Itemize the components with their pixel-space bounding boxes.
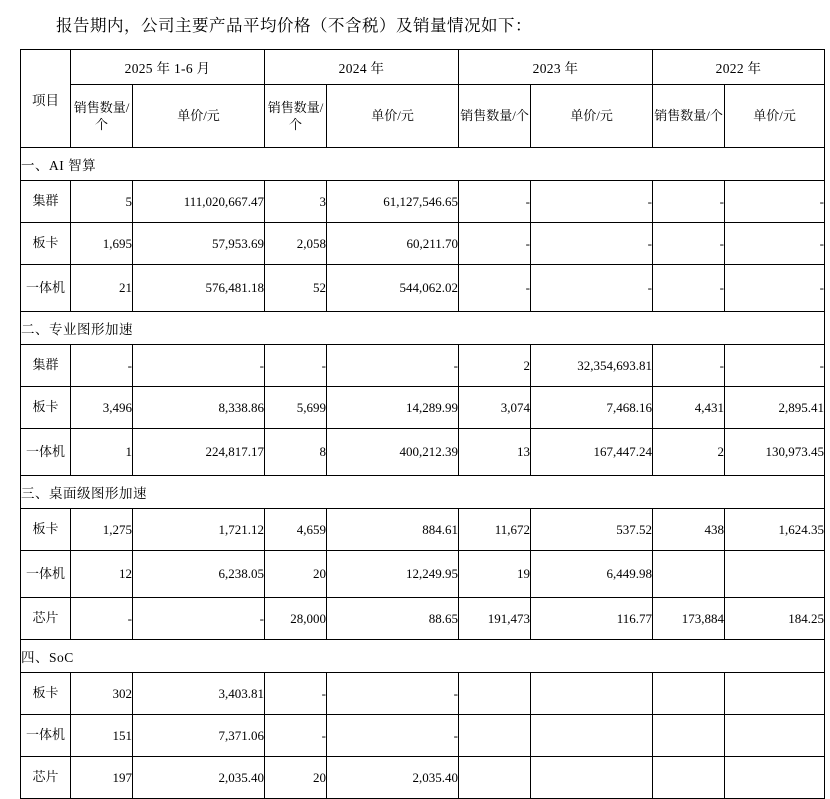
cell-value: 5,699 [265, 387, 327, 429]
table-row [21, 598, 825, 640]
cell-value: - [531, 223, 653, 265]
table-row [21, 757, 825, 799]
cell-value [459, 715, 531, 757]
cell-value: 184.25 [725, 598, 825, 640]
cell-value: 13 [459, 429, 531, 476]
cell-value: 57,953.69 [133, 223, 265, 265]
cell-value: 8 [265, 429, 327, 476]
table-row [21, 509, 825, 551]
cell-value: 4,431 [653, 387, 725, 429]
header-qty-3: 销售数量/个 [653, 85, 725, 148]
cell-value: 3,496 [71, 387, 133, 429]
row-label: 板卡 [21, 673, 71, 715]
intro-paragraph: 报告期内，公司主要产品平均价格（不含税）及销量情况如下： [56, 16, 532, 35]
cell-value [653, 757, 725, 799]
cell-value: 544,062.02 [327, 265, 459, 312]
cell-value: - [725, 223, 825, 265]
row-label: 板卡 [21, 223, 71, 265]
cell-value: 3 [265, 181, 327, 223]
header-price-3: 单价/元 [725, 85, 825, 148]
table-row [21, 429, 825, 476]
cell-value: 7,371.06 [133, 715, 265, 757]
cell-value: 8,338.86 [133, 387, 265, 429]
cell-value: 130,973.45 [725, 429, 825, 476]
cell-value: - [459, 181, 531, 223]
cell-value: 88.65 [327, 598, 459, 640]
cell-value: 191,473 [459, 598, 531, 640]
cell-value [725, 551, 825, 598]
table-row [21, 715, 825, 757]
header-qty-1: 销售数量/个 [265, 85, 327, 148]
cell-value [725, 715, 825, 757]
cell-value: - [133, 598, 265, 640]
cell-value: 1,721.12 [133, 509, 265, 551]
row-label: 芯片 [21, 598, 71, 640]
section-header-row [21, 312, 825, 345]
table-row [21, 345, 825, 387]
cell-value: 400,212.39 [327, 429, 459, 476]
table-row [21, 265, 825, 312]
cell-value: 2,035.40 [133, 757, 265, 799]
cell-value: 167,447.24 [531, 429, 653, 476]
section-title: 四、SoC [21, 640, 825, 673]
header-period-1: 2024 年 [265, 50, 459, 85]
cell-value: 14,289.99 [327, 387, 459, 429]
product-price-sales-table [20, 49, 825, 799]
table-row [21, 387, 825, 429]
cell-value: 19 [459, 551, 531, 598]
row-label: 集群 [21, 345, 71, 387]
cell-value: 20 [265, 757, 327, 799]
header-price-1: 单价/元 [327, 85, 459, 148]
cell-value: 111,020,667.47 [133, 181, 265, 223]
row-label: 一体机 [21, 429, 71, 476]
header-row-years [21, 50, 825, 85]
cell-value: - [71, 598, 133, 640]
cell-value: - [531, 181, 653, 223]
cell-value: 438 [653, 509, 725, 551]
cell-value: 7,468.16 [531, 387, 653, 429]
cell-value: 576,481.18 [133, 265, 265, 312]
cell-value: 2,058 [265, 223, 327, 265]
cell-value: 5 [71, 181, 133, 223]
cell-value: - [327, 345, 459, 387]
header-qty-0: 销售数量/个 [71, 85, 133, 148]
row-label: 一体机 [21, 265, 71, 312]
cell-value [531, 757, 653, 799]
cell-value: 52 [265, 265, 327, 312]
cell-value: 2,035.40 [327, 757, 459, 799]
cell-value: 302 [71, 673, 133, 715]
cell-value: 884.61 [327, 509, 459, 551]
cell-value: 12 [71, 551, 133, 598]
row-label: 芯片 [21, 757, 71, 799]
header-period-0: 2025 年 1-6 月 [71, 50, 265, 85]
cell-value: 12,249.95 [327, 551, 459, 598]
cell-value [653, 673, 725, 715]
cell-value [459, 673, 531, 715]
cell-value: - [653, 181, 725, 223]
row-label: 一体机 [21, 551, 71, 598]
cell-value: 11,672 [459, 509, 531, 551]
cell-value: - [265, 715, 327, 757]
cell-value: 116.77 [531, 598, 653, 640]
cell-value [653, 551, 725, 598]
cell-value [653, 715, 725, 757]
cell-value: 20 [265, 551, 327, 598]
cell-value: - [725, 181, 825, 223]
cell-value [725, 757, 825, 799]
cell-value: 2,895.41 [725, 387, 825, 429]
cell-value: - [459, 223, 531, 265]
row-label: 板卡 [21, 387, 71, 429]
header-item: 项目 [21, 50, 71, 148]
cell-value: - [653, 265, 725, 312]
cell-value: - [71, 345, 133, 387]
cell-value [459, 757, 531, 799]
cell-value: 1,624.35 [725, 509, 825, 551]
cell-value: - [653, 223, 725, 265]
cell-value: 197 [71, 757, 133, 799]
table-body [21, 50, 825, 799]
cell-value [725, 673, 825, 715]
cell-value: 6,238.05 [133, 551, 265, 598]
cell-value: - [133, 345, 265, 387]
cell-value: - [327, 715, 459, 757]
row-label: 集群 [21, 181, 71, 223]
cell-value: 32,354,693.81 [531, 345, 653, 387]
cell-value: 173,884 [653, 598, 725, 640]
cell-value: 3,074 [459, 387, 531, 429]
cell-value: 2 [653, 429, 725, 476]
table-row [21, 223, 825, 265]
row-label: 一体机 [21, 715, 71, 757]
table-row [21, 673, 825, 715]
cell-value: 28,000 [265, 598, 327, 640]
cell-value: 21 [71, 265, 133, 312]
cell-value: 61,127,546.65 [327, 181, 459, 223]
cell-value: - [531, 265, 653, 312]
section-header-row [21, 476, 825, 509]
cell-value [531, 715, 653, 757]
section-title: 一、AI 智算 [21, 148, 825, 181]
cell-value: 1,695 [71, 223, 133, 265]
cell-value: 1 [71, 429, 133, 476]
cell-value: - [265, 345, 327, 387]
section-header-row [21, 148, 825, 181]
header-qty-2: 销售数量/个 [459, 85, 531, 148]
section-title: 二、专业图形加速 [21, 312, 825, 345]
cell-value: - [725, 345, 825, 387]
cell-value: 6,449.98 [531, 551, 653, 598]
cell-value: 224,817.17 [133, 429, 265, 476]
cell-value: 4,659 [265, 509, 327, 551]
cell-value: - [327, 673, 459, 715]
cell-value: 2 [459, 345, 531, 387]
cell-value: 1,275 [71, 509, 133, 551]
cell-value: 537.52 [531, 509, 653, 551]
header-period-2: 2023 年 [459, 50, 653, 85]
table-row [21, 181, 825, 223]
row-label: 板卡 [21, 509, 71, 551]
cell-value: - [265, 673, 327, 715]
header-price-2: 单价/元 [531, 85, 653, 148]
header-price-0: 单价/元 [133, 85, 265, 148]
cell-value: - [459, 265, 531, 312]
table-row [21, 551, 825, 598]
cell-value: - [653, 345, 725, 387]
header-period-3: 2022 年 [653, 50, 825, 85]
cell-value: 3,403.81 [133, 673, 265, 715]
cell-value: 60,211.70 [327, 223, 459, 265]
section-title: 三、桌面级图形加速 [21, 476, 825, 509]
cell-value: 151 [71, 715, 133, 757]
header-row-subcolumns [21, 85, 825, 148]
cell-value [531, 673, 653, 715]
cell-value: - [725, 265, 825, 312]
section-header-row [21, 640, 825, 673]
